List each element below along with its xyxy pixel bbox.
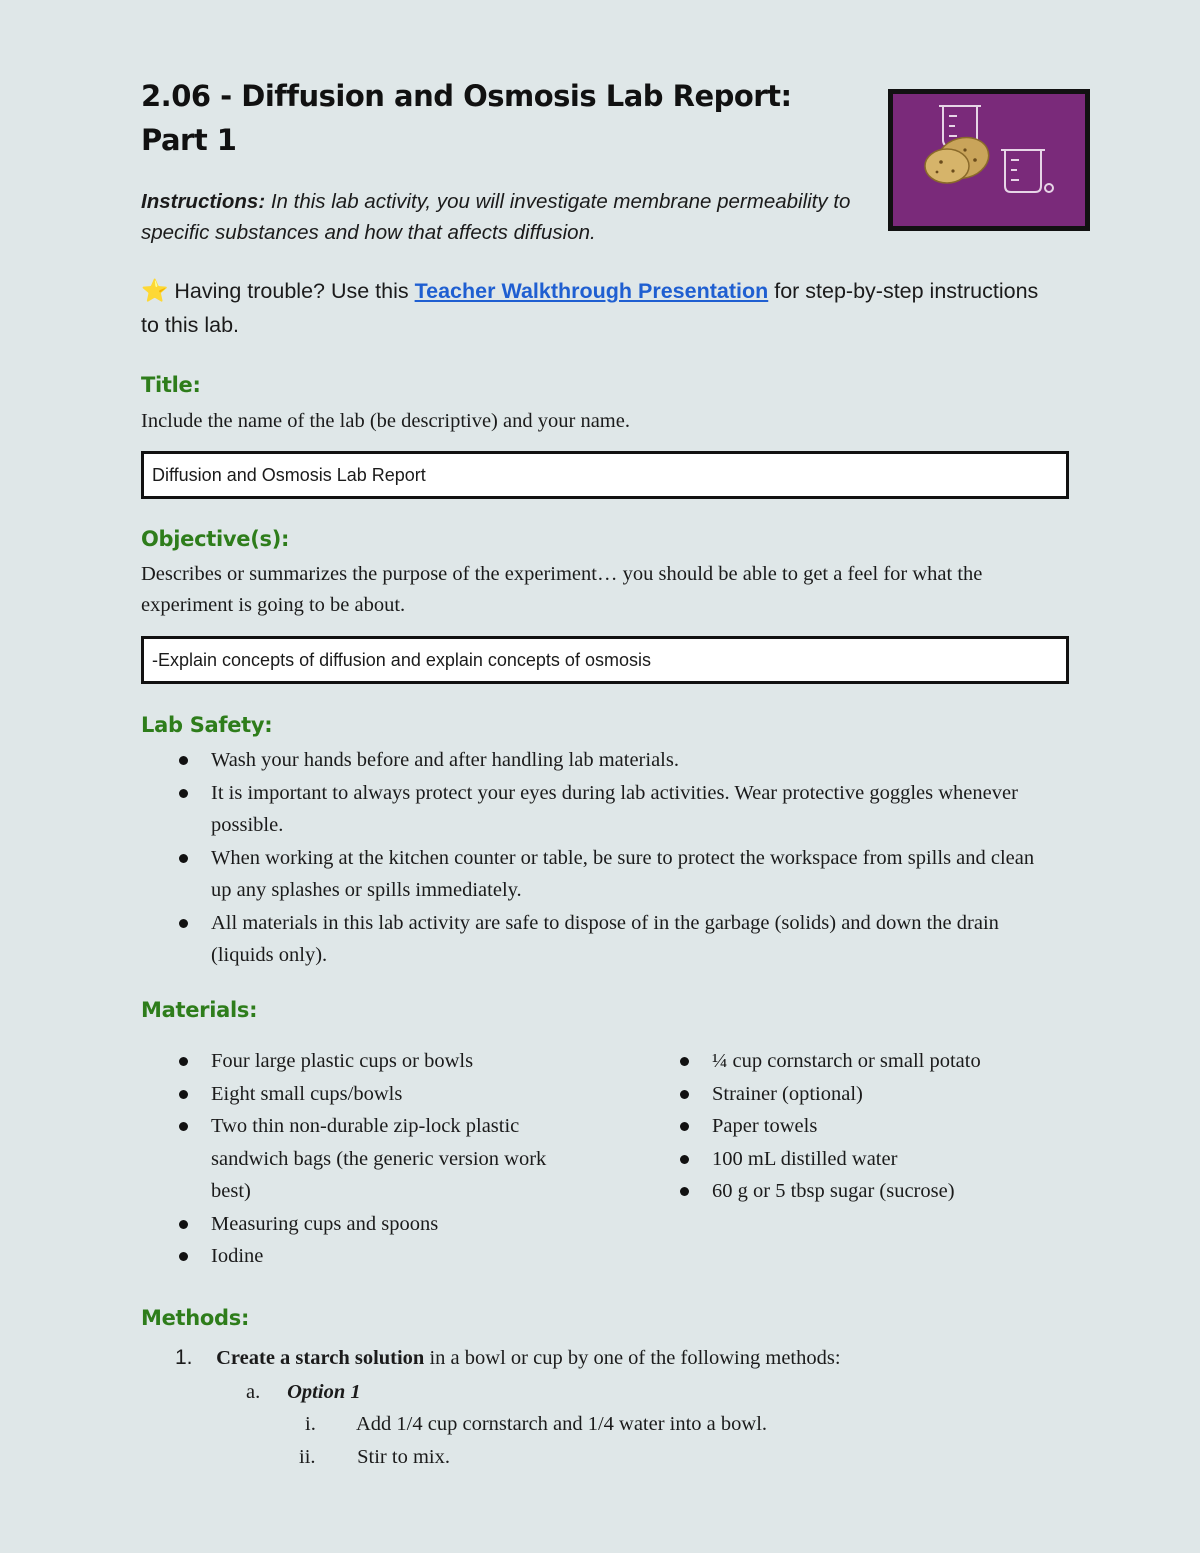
list-item: Iodine xyxy=(141,1240,551,1273)
option-marker: a. xyxy=(246,1381,261,1403)
materials-heading: Materials: xyxy=(141,998,258,1022)
teacher-walkthrough-link[interactable]: Teacher Walkthrough Presentation xyxy=(414,279,769,303)
list-item: Paper towels xyxy=(642,1110,1062,1143)
list-item: Measuring cups and spoons xyxy=(141,1208,551,1241)
title-answer-field[interactable]: Diffusion and Osmosis Lab Report xyxy=(141,451,1069,499)
title-heading: Title: xyxy=(141,373,201,397)
list-item: Two thin non-durable zip-lock plastic sandwich bags (the generic version work best) xyxy=(141,1110,551,1208)
help-text-before: Having trouble? Use this xyxy=(174,279,409,303)
page-title xyxy=(141,74,861,162)
objectives-heading: Objective(s): xyxy=(141,527,290,551)
lab-safety-list xyxy=(141,744,1051,972)
substep-marker: i. xyxy=(305,1413,316,1435)
list-item: Strainer (optional) xyxy=(642,1078,1062,1111)
page-title-line-1: 2.06 - Diffusion and Osmosis Lab Report: xyxy=(141,79,792,113)
option-label: Option 1 xyxy=(287,1381,361,1403)
materials-list-left xyxy=(141,1045,551,1273)
substep-text: Stir to mix. xyxy=(357,1446,450,1468)
list-item: When working at the kitchen counter or table, be sure to protect the workspace from spills and clean up any splashes or spills immediately. xyxy=(141,842,1051,907)
lab-safety-heading: Lab Safety: xyxy=(141,713,273,737)
list-item: Wash your hands before and after handling lab materials. xyxy=(141,744,1051,777)
instructions-text: In this lab activity, you will investigate membrane permeability to specific substances and how that affects diffusion. xyxy=(141,190,851,244)
star-icon: ⭐ xyxy=(141,278,169,303)
method-substep xyxy=(305,1408,767,1440)
step-bold-text: Create a starch solution xyxy=(216,1347,425,1369)
methods-heading: Methods: xyxy=(141,1306,250,1330)
method-step-1 xyxy=(175,1342,1075,1374)
list-item: Eight small cups/bowls xyxy=(141,1078,551,1111)
substep-text: Add 1/4 cup cornstarch and 1/4 water into a bowl. xyxy=(356,1413,768,1435)
page-title-line-2: Part 1 xyxy=(141,123,237,157)
instructions-lead: Instructions: xyxy=(141,190,266,213)
materials-list-right xyxy=(642,1045,1062,1208)
list-item: 60 g or 5 tbsp sugar (sucrose) xyxy=(642,1175,1062,1208)
objectives-answer-field[interactable]: -Explain concepts of diffusion and explain concepts of osmosis xyxy=(141,636,1069,684)
objectives-description: Describes or summarizes the purpose of the experiment… you should be able to get a feel for what the experiment is going to be about. xyxy=(141,563,983,616)
list-item: ¼ cup cornstarch or small potato xyxy=(642,1045,1062,1078)
list-item: All materials in this lab activity are safe to dispose of in the garbage (solids) and down the drain (liquids only). xyxy=(141,907,1051,972)
step-text: in a bowl or cup by one of the following methods: xyxy=(429,1347,841,1369)
list-item: 100 mL distilled water xyxy=(642,1143,1062,1176)
help-note xyxy=(141,274,1041,342)
instructions xyxy=(141,186,851,248)
list-item: Four large plastic cups or bowls xyxy=(141,1045,551,1078)
potatoes-and-beakers-image xyxy=(888,89,1090,231)
list-item: It is important to always protect your eyes during lab activities. Wear protective goggles whenever possible. xyxy=(141,777,1051,842)
title-description: Include the name of the lab (be descriptive) and your name. xyxy=(141,410,630,432)
step-number: 1. xyxy=(175,1346,193,1369)
substep-marker: ii. xyxy=(299,1446,316,1468)
help-text-after: for step-by-step instructions to this lab. xyxy=(141,279,1039,337)
method-substep xyxy=(299,1441,450,1473)
method-option-1 xyxy=(246,1376,361,1408)
